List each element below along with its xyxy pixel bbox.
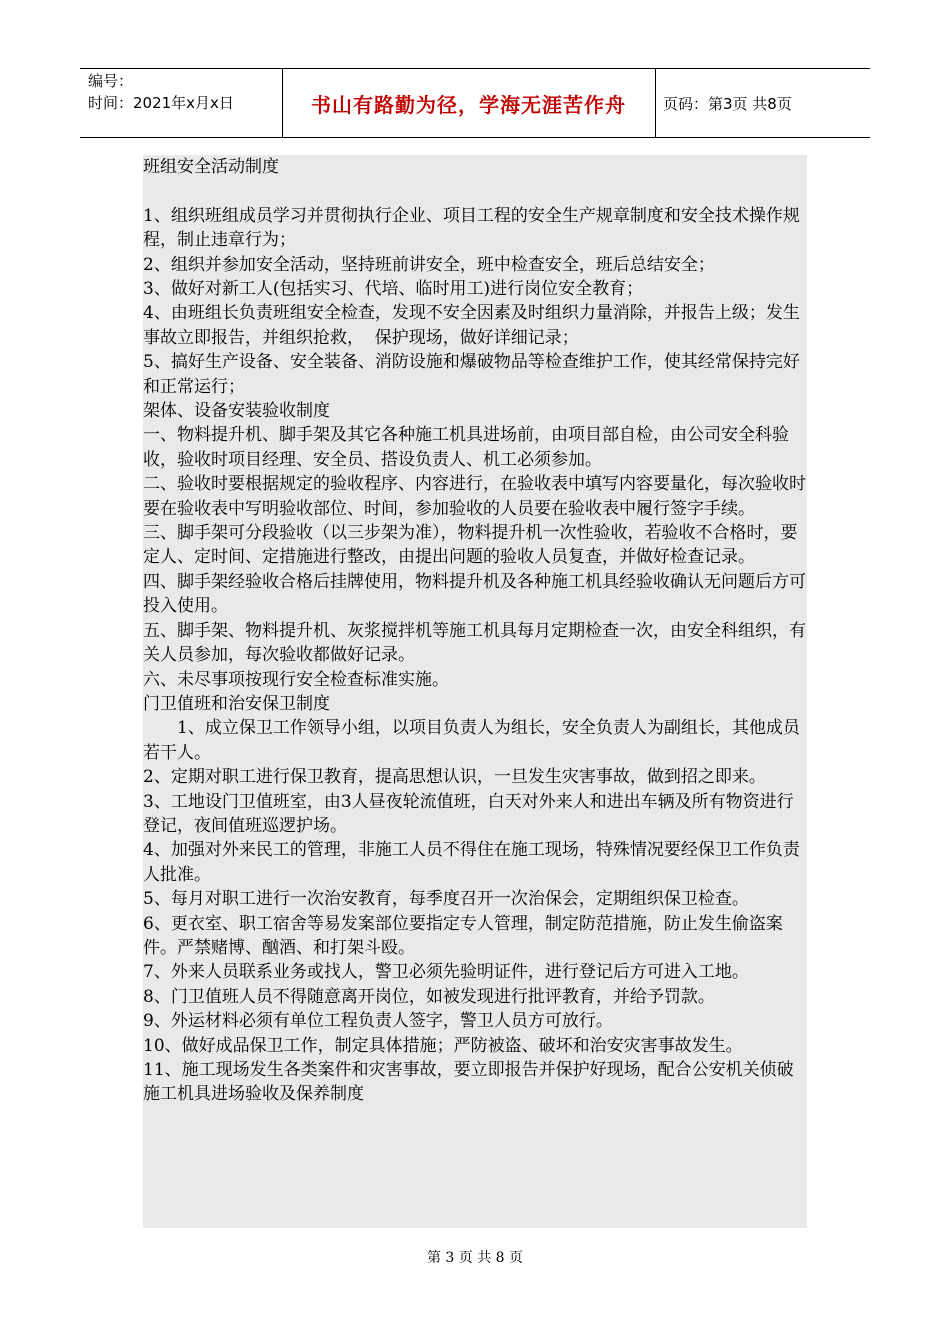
paragraph: 11、施工现场发生各类案件和灾害事故，要立即报告并保护好现场，配合公安机关侦破 — [143, 1060, 794, 1081]
paragraph: 10、做好成品保卫工作，制定具体措施；严防被盗、破坏和治安灾害事故发生。 — [143, 1035, 743, 1056]
paragraph: 7、外来人员联系业务或找人，警卫必须先验明证件，进行登记后方可进入工地。 — [143, 962, 749, 983]
header-divider-right — [655, 69, 656, 137]
paragraph: 3、工地设门卫值班室，由3人昼夜轮流值班，白天对外来人和进出车辆及所有物资进行登记，夜间值班巡逻护场。 — [143, 791, 794, 836]
paragraph: 4、加强对外来民工的管理，非施工人员不得住在施工现场，特殊情况要经保卫工作负责人批准。 — [143, 840, 800, 885]
document-body — [143, 155, 807, 1228]
paragraph: 3、做好对新工人(包括实习、代培、临时用工)进行岗位安全教育； — [143, 279, 644, 300]
header-motto: 书山有路勤为径，学海无涯苦作舟 — [311, 92, 626, 117]
header-page-number: 页码：第3页 共8页 — [663, 94, 792, 113]
paragraph: 1、成立保卫工作领导小组，以项目负责人为组长，安全负责人为副组长，其他成员若干人。 — [143, 718, 800, 763]
paragraph: 三、脚手架可分段验收（以三步架为准），物料提升机一次性验收，若验收不合格时，要定人、定时间、定措施进行整改，由提出问题的验收人员复查，并做好检查记录。 — [143, 523, 798, 568]
page-header — [80, 68, 870, 138]
paragraph: 五、脚手架、物料提升机、灰浆搅拌机等施工机具每月定期检查一次，由安全科组织，有关人员参加，每次验收都做好记录。 — [143, 620, 806, 666]
paragraph: 2、定期对职工进行保卫教育，提高思想认识，一旦发生灾害事故，做到招之即来。 — [143, 767, 766, 788]
paragraph: 二、验收时要根据规定的验收程序、内容进行，在验收表中填写内容要量化，每次验收时要在验收表中写明验收部位、时间，参加验收的人员要在验收表中履行签字手续。 — [143, 474, 806, 519]
paragraph: 六、未尽事项按现行安全检查标准实施。 — [143, 669, 449, 690]
paragraph: 6、更衣室、职工宿舍等易发案部位要指定专人管理，制定防范措施，防止发生偷盗案件。严禁赌博、酗酒、和打架斗殴。 — [143, 913, 783, 958]
paragraph: 四、脚手架经验收合格后挂牌使用，物料提升机及各种施工机具经验收确认无问题后方可投入使用。 — [143, 571, 806, 617]
paragraph: 一、物料提升机、脚手架及其它各种施工机具进场前，由项目部自检，由公司安全科验收，验收时项目经理、安全员、搭设负责人、机工必须参加。 — [143, 425, 789, 470]
section-title: 施工机具进场验收及保养制度 — [143, 1084, 364, 1105]
paragraph: 4、由班组长负责班组安全检查，发现不安全因素及时组织力量消除，并报告上级；发生事故立即报告，并组织抢救， 保护现场，做好详细记录； — [143, 303, 800, 348]
paragraph: 9、外运材料必须有单位工程负责人签字，警卫人员方可放行。 — [143, 1011, 613, 1032]
paragraph: 5、每月对职工进行一次治安教育，每季度召开一次治保会，定期组织保卫检查。 — [143, 889, 749, 910]
header-meta — [88, 71, 283, 135]
paragraph: 8、门卫值班人员不得随意离开岗位，如被发现进行批评教育，并给予罚款。 — [143, 986, 715, 1007]
paragraph: 5、搞好生产设备、安全装备、消防设施和爆破物品等检查维护工作，使其经常保持完好和正常运行； — [143, 352, 800, 397]
section-title: 班组安全活动制度 — [143, 157, 279, 177]
blank-line — [143, 179, 807, 203]
section-title: 门卫值班和治安保卫制度 — [143, 693, 330, 714]
section-title: 架体、设备安装验收制度 — [143, 401, 330, 422]
paragraph: 1、组织班组成员学习并贯彻执行企业、项目工程的安全生产规章制度和安全技术操作规程，制止违章行为； — [143, 205, 800, 251]
page-footer: 第 3 页 共 8 页 — [426, 1250, 524, 1266]
document-date-label: 时间：2021年x月x日 — [88, 94, 234, 112]
paragraph: 2、组织并参加安全活动，坚持班前讲安全，班中检查安全，班后总结安全； — [143, 254, 715, 275]
document-number-label: 编号： — [88, 72, 134, 90]
